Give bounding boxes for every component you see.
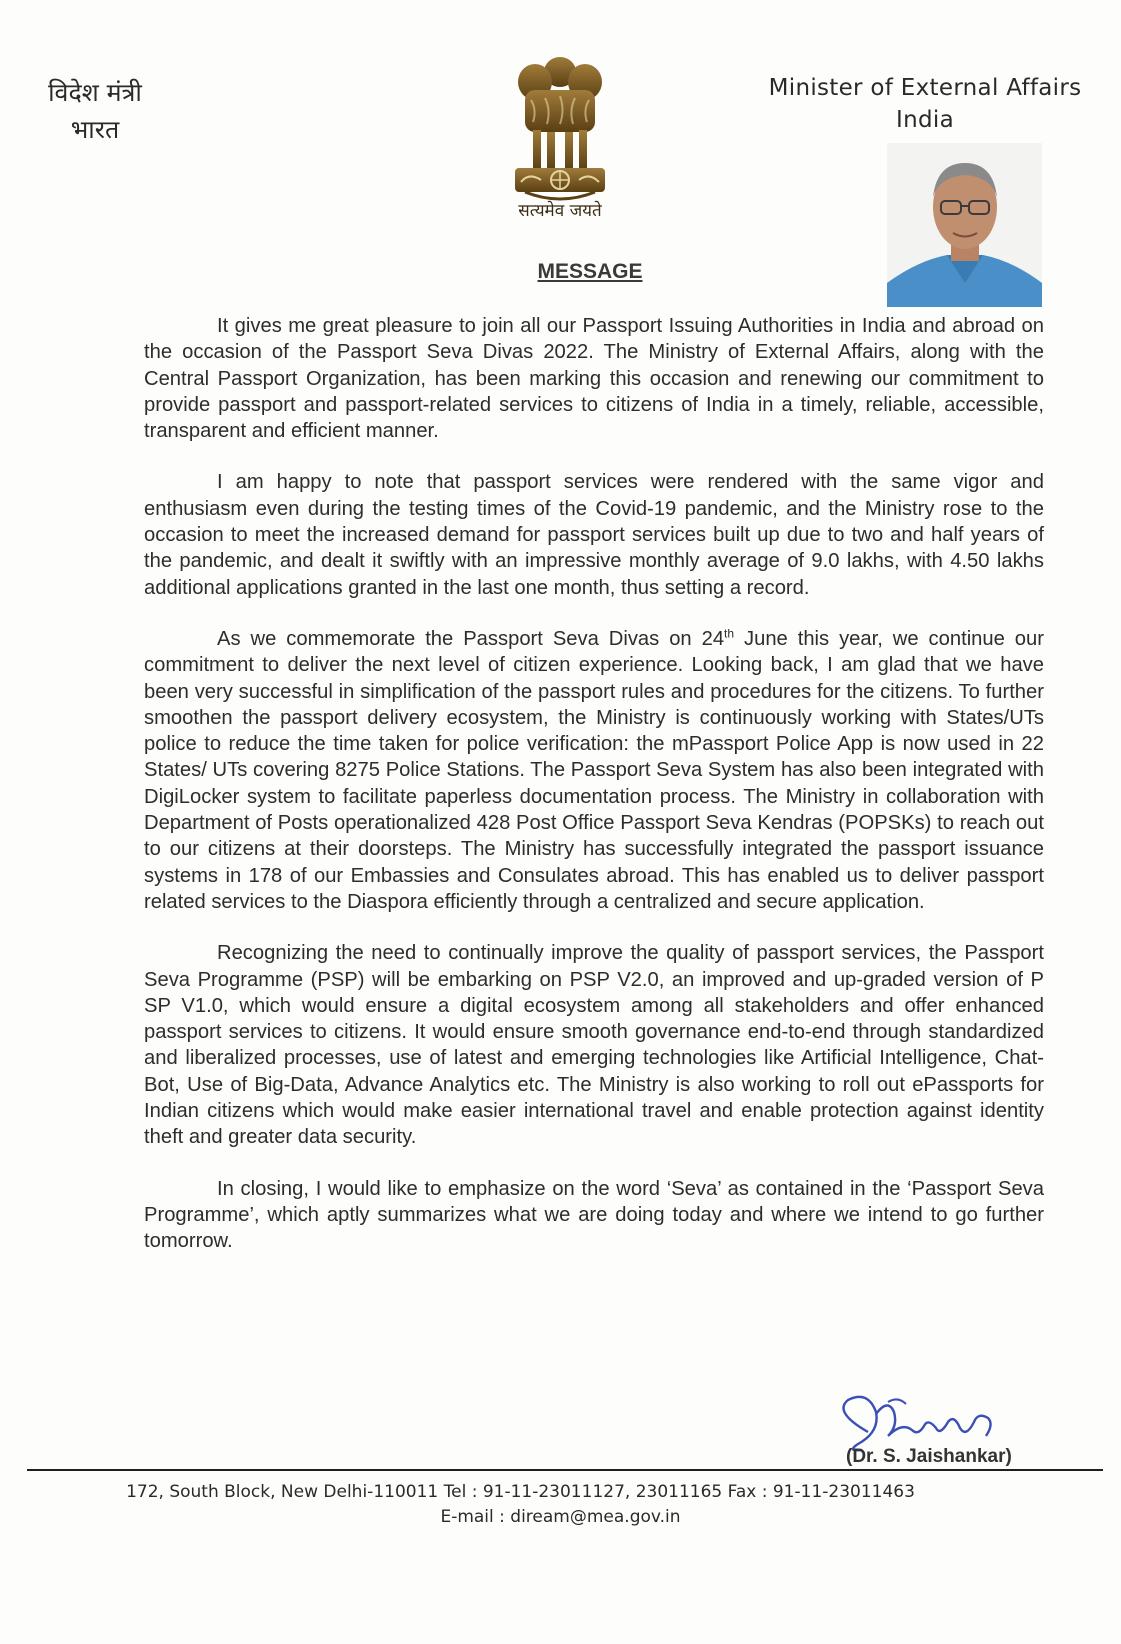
hindi-title-line1: विदेश मंत्री <box>48 78 142 107</box>
paragraph-4: Recognizing the need to continually improve the quality of passport services, the Passport Seva Programme (PSP) will be embarking on PSP V2.0, an improved and up-graded version of P SP V1.0, which would ensure a digital ecosystem among all stakeholders and offer enhanced passport services to citizens. It would ensure smooth governance end-to-end through standardized and liberalized processes, use of latest and emerging technologies like Artificial Intelligence, Chat-Bot, Use of Big-Data, Advance Analytics etc. The Ministry is also working to roll out ePassports for Indian citizens which would make easier international travel and enable protection against identity theft and greater data security. <box>144 942 1044 1149</box>
office-title <box>760 72 1090 136</box>
message-body <box>144 313 1044 1280</box>
footer-divider <box>27 1469 1103 1471</box>
paragraph-1: It gives me great pleasure to join all our Passport Issuing Authorities in India and abroad on the occasion of the Passport Seva Divas 2022. The Ministry of External Affairs, along with the Central Passport Organization, has been marking this occasion and renewing our commitment to provide passport and passport-related services to citizens of India in a timely, reliable, accessible, transparent and efficient manner. <box>144 315 1044 443</box>
footer <box>0 1480 1121 1530</box>
hindi-office-title <box>40 74 150 148</box>
footer-email: E-mail : diream@mea.gov.in <box>440 1507 681 1527</box>
office-title-line2: India <box>896 107 954 133</box>
paragraph-2: I am happy to note that passport services were rendered with the same vigor and enthusiasm even during the testing times of the Covid-19 pandemic, and the Ministry rose to the occasion to meet the increased demand for passport services built up due to two and half years of the pandemic, and dealt it swiftly with an impressive monthly average of 9.0 lakhs, with 4.50 lakhs additional applications granted in the last one month, thus setting a record. <box>144 471 1044 599</box>
office-title-line1: Minister of External Affairs <box>768 75 1082 101</box>
paragraph-5: In closing, I would like to emphasize on the word ‘Seva’ as contained in the ‘Passport Seva Programme’, which aptly summarizes what we are doing today and where we intend to go further tomorrow. <box>144 1177 1044 1253</box>
message-heading: MESSAGE <box>537 260 643 283</box>
paragraph-3-start: As we commemorate the Passport Seva Divas on 24 <box>217 627 725 650</box>
emblem-motto: सत्यमेव जयते <box>518 201 602 221</box>
signatory-name: (Dr. S. Jaishankar) <box>846 1446 1012 1467</box>
hindi-title-line2: भारत <box>70 115 120 144</box>
paragraph-3 <box>144 626 1044 915</box>
minister-photo <box>887 143 1042 307</box>
paragraph-3-rest: June this year, we continue our commitment to deliver the next level of citizen experience. Looking back, I am glad that we have been very successful in simplification of the passport rules and procedures for the citizens. To further smoothen the passport delivery ecosystem, the Ministry is continuously working with States/UTs police to reduce the time taken for police verification: the mPassport Police App is now used in 22 States/ UTs covering 8275 Police Stations. The Passport Seva System has also been integrated with DigiLocker system to facilitate paperless documentation process. The Ministry in collaboration with Department of Posts operationalized 428 Post Office Passport Seva Kendras (POPSKs) to reach out to our citizens at their doorsteps. The Ministry has successfully integrated the passport issuance systems in 178 of our Embassies and Consulates abroad. This has enabled us to deliver passport related services to the Diaspora efficiently through a centralized and secure application. <box>144 627 1044 913</box>
footer-address: 172, South Block, New Delhi-110011 Tel : 91-11-23011127, 23011165 Fax : 91-11-23011463 <box>126 1482 915 1502</box>
ordinal-suffix: th <box>724 626 735 641</box>
